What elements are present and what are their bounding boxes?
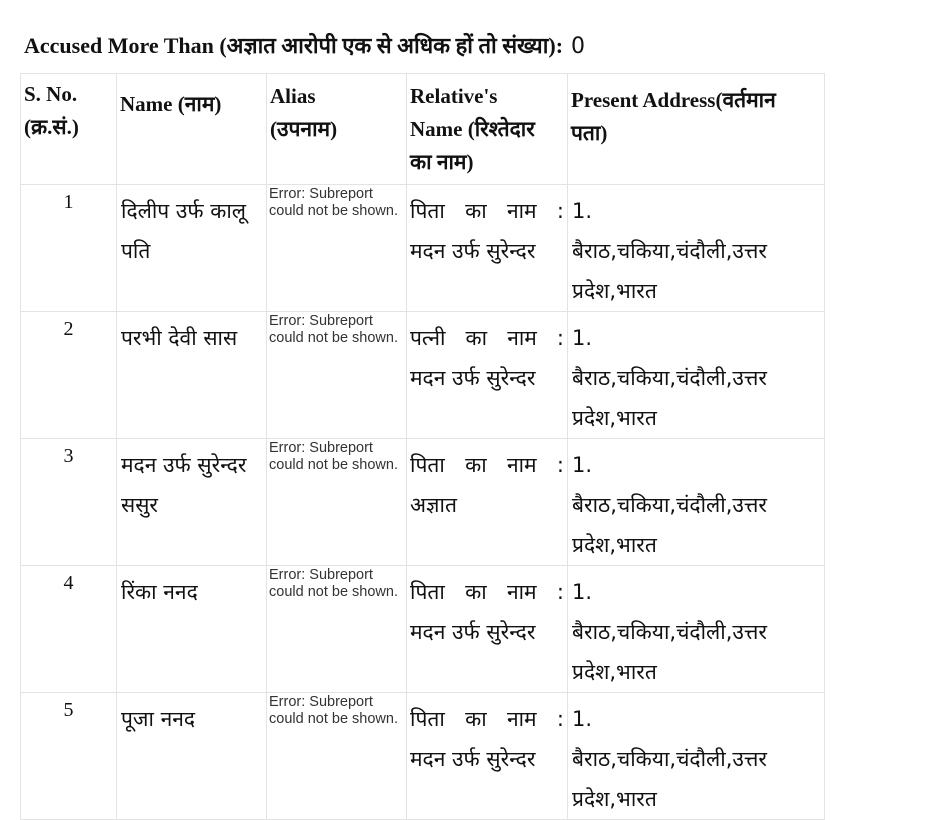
header-relative-line3: का नाम) <box>410 150 474 174</box>
row-alias-error: Error: Subreport could not be shown. <box>267 312 407 439</box>
row-alias-error: Error: Subreport could not be shown. <box>267 439 407 566</box>
row-accused-name: परभी देवी सास <box>117 312 267 439</box>
row-address-text: बैराठ,चकिया,चंदौली,उत्तर प्रदेश,भारत <box>572 239 767 303</box>
header-relative-name <box>407 74 568 185</box>
table-row <box>21 312 825 439</box>
accused-table <box>20 73 825 820</box>
row-relative-label: पिता का नाम : <box>410 199 564 223</box>
header-address-line1: Present Address(वर्तमान <box>571 88 776 112</box>
table-row <box>21 566 825 693</box>
row-relative <box>407 185 568 312</box>
header-alias <box>267 74 407 185</box>
row-alias-error: Error: Subreport could not be shown. <box>267 566 407 693</box>
row-address-number: 1. <box>572 199 593 223</box>
row-relative-name: मदन उर्फ सुरेन्दर <box>410 747 536 771</box>
row-relative <box>407 693 568 820</box>
row-accused-name: रिंका ननद <box>117 566 267 693</box>
row-relative-name: मदन उर्फ सुरेन्दर <box>410 239 536 263</box>
header-alias-line2: (उपनाम) <box>270 117 338 141</box>
row-address <box>568 693 825 820</box>
header-alias-line1: Alias <box>270 84 316 108</box>
row-relative-label: पिता का नाम : <box>410 707 564 731</box>
table-header-row <box>21 74 825 185</box>
row-serial-number: 4 <box>21 566 117 693</box>
row-relative-label: पिता का नाम : <box>410 453 564 477</box>
row-serial-number: 5 <box>21 693 117 820</box>
row-relative <box>407 312 568 439</box>
row-address <box>568 185 825 312</box>
table-row <box>21 439 825 566</box>
header-relative-line2: Name (रिश्तेदार <box>410 117 535 141</box>
row-serial-number: 1 <box>21 185 117 312</box>
accused-more-than-heading <box>24 30 585 60</box>
row-address-number: 1. <box>572 326 593 350</box>
row-address-number: 1. <box>572 580 593 604</box>
row-address-number: 1. <box>572 707 593 731</box>
accused-more-than-label: Accused More Than (अज्ञात आरोपी एक से अधिक हों तो संख्या): <box>24 33 564 58</box>
row-relative-label: पत्नी का नाम : <box>410 326 564 350</box>
header-name <box>117 74 267 185</box>
row-address-text: बैराठ,चकिया,चंदौली,उत्तर प्रदेश,भारत <box>572 620 767 684</box>
row-address-number: 1. <box>572 453 593 477</box>
row-address <box>568 312 825 439</box>
row-address-text: बैराठ,चकिया,चंदौली,उत्तर प्रदेश,भारत <box>572 747 767 811</box>
header-name-text: Name (नाम) <box>120 92 222 116</box>
row-relative-label: पिता का नाम : <box>410 580 564 604</box>
accused-more-than-count: 0 <box>571 34 586 59</box>
row-address <box>568 439 825 566</box>
row-accused-name: दिलीप उर्फ कालू पति <box>117 185 267 312</box>
row-relative-name: मदन उर्फ सुरेन्दर <box>410 366 536 390</box>
row-relative <box>407 439 568 566</box>
row-accused-name: मदन उर्फ सुरेन्दर ससुर <box>117 439 267 566</box>
row-address <box>568 566 825 693</box>
row-accused-name: पूजा ननद <box>117 693 267 820</box>
row-relative <box>407 566 568 693</box>
row-relative-name: अज्ञात <box>410 493 457 517</box>
row-serial-number: 2 <box>21 312 117 439</box>
header-sno <box>21 74 117 185</box>
row-serial-number: 3 <box>21 439 117 566</box>
row-alias-error: Error: Subreport could not be shown. <box>267 185 407 312</box>
header-sno-line1: S. No. <box>24 82 78 106</box>
table-row <box>21 693 825 820</box>
header-relative-line1: Relative's <box>410 84 498 108</box>
table-row <box>21 185 825 312</box>
header-sno-line2: (क्र.सं.) <box>24 115 79 139</box>
header-address-line2: पता) <box>571 121 608 145</box>
header-present-address <box>568 74 825 185</box>
row-relative-name: मदन उर्फ सुरेन्दर <box>410 620 536 644</box>
row-alias-error: Error: Subreport could not be shown. <box>267 693 407 820</box>
row-address-text: बैराठ,चकिया,चंदौली,उत्तर प्रदेश,भारत <box>572 366 767 430</box>
row-address-text: बैराठ,चकिया,चंदौली,उत्तर प्रदेश,भारत <box>572 493 767 557</box>
